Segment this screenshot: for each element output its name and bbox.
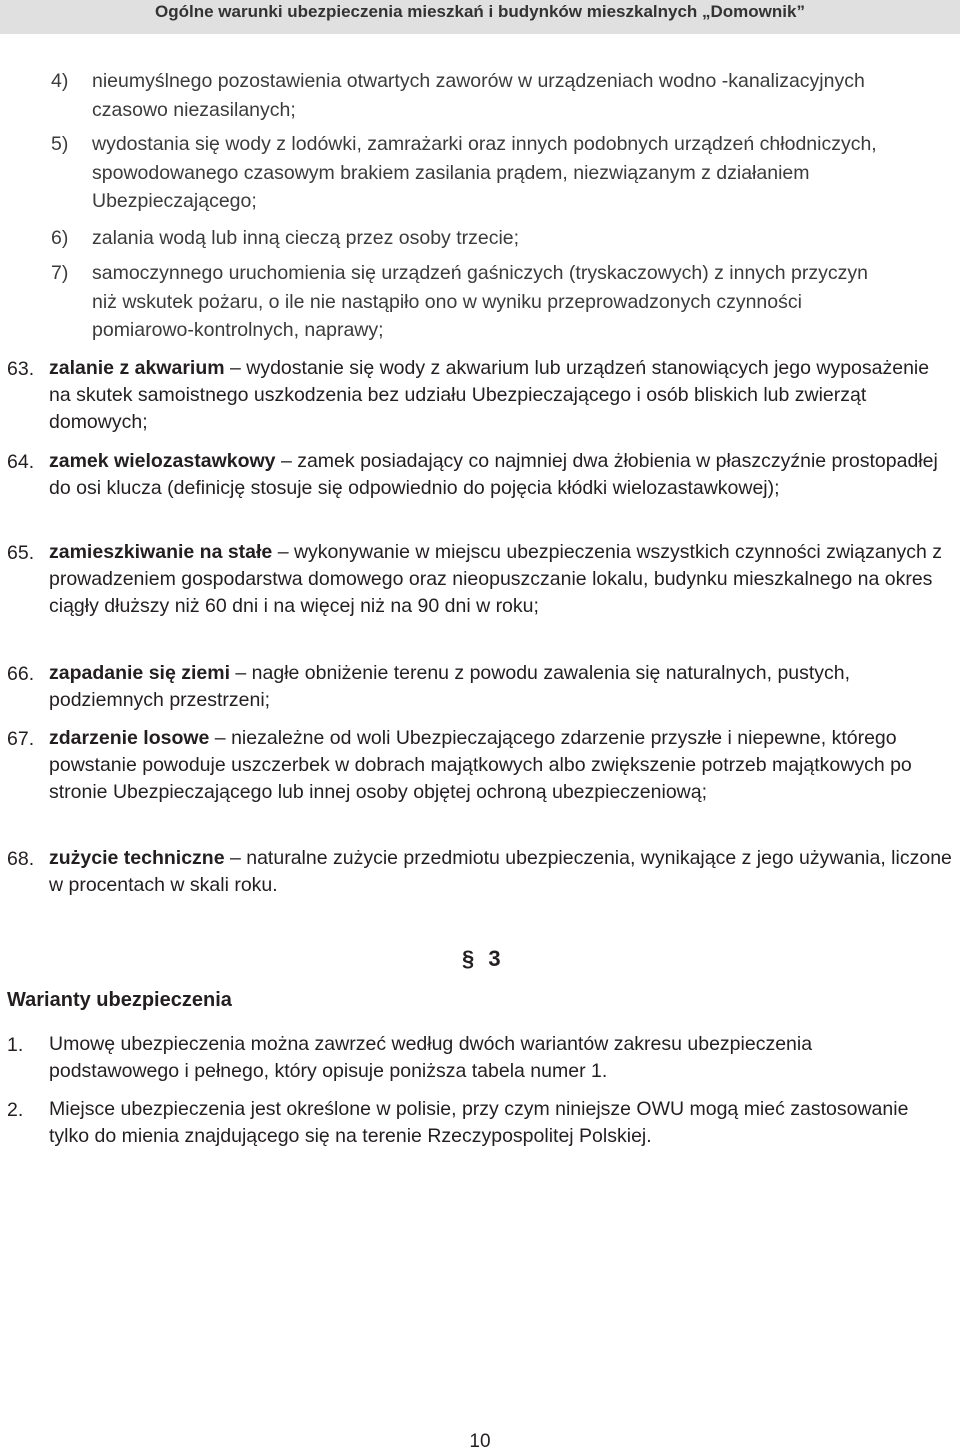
definition-number: 65.	[7, 542, 35, 564]
section-item-number: 2.	[7, 1099, 24, 1121]
definition-term: zużycie techniczne	[49, 847, 225, 869]
definition-body: – wydostanie się wody z akwarium lub urządzeń stanowiących jego wyposażenie na skutek samoistnego uszkodzenia bez udziału Ubezpieczającego i osób bliskich lub zwierząt domowych;	[49, 357, 930, 433]
definition-number: 63.	[7, 358, 35, 380]
page-header	[0, 0, 960, 34]
item-text: samoczynnego uruchomienia się urządzeń gaśniczych (tryskaczowych) z innych przyczyn niż wskutek pożaru, o ile nie nastąpiło ono w wyniku przeprowadzonych czynności pomiarowo-kontrolnych, naprawy;	[92, 262, 868, 341]
section-item-number: 1.	[7, 1034, 24, 1056]
section-item-text: Umowę ubezpieczenia można zawrzeć według dwóch wariantów zakresu ubezpieczenia podstawowego i pełnego, który opisuje poniższa tabela numer 1.	[49, 1033, 813, 1082]
definition-number: 64.	[7, 451, 35, 473]
definition-term: zamek wielozastawkowy	[49, 450, 276, 472]
definition-body: – nagłe obniżenie terenu z powodu zawalenia się naturalnych, pustych, podziemnych przestrzeni;	[49, 662, 851, 711]
section-item-text: Miejsce ubezpieczenia jest określone w polisie, przy czym niniejsze OWU mogą mieć zastosowanie tylko do mienia znajdującego się na terenie Rzeczypospolitej Polskiej.	[49, 1098, 909, 1147]
item-number: 5)	[51, 133, 69, 155]
definition-term: zapadanie się ziemi	[49, 662, 230, 684]
definition-text	[49, 845, 954, 899]
section-title: Warianty ubezpieczenia	[7, 989, 232, 1011]
definition-body: – niezależne od woli Ubezpieczającego zdarzenie przyszłe i niepewne, którego powstanie powoduje uszczerbek w dobrach majątkowych albo zwiększenie potrzeb majątkowych po stronie Ubezpieczającego lub innej osoby objętej ochroną ubezpieczeniową;	[49, 727, 912, 803]
definition-body: – wykonywanie w miejscu ubezpieczenia wszystkich czynności związanych z prowadzeniem gospodarstwa domowego oraz nieopuszczanie lokalu, budynku mieszkalnego na okres ciągły dłuższy niż 60 dni i na więcej niż na 90 dni w roku;	[49, 541, 943, 617]
definition-number: 66.	[7, 663, 35, 685]
definition-body: – zamek posiadający co najmniej dwa żłobienia w płaszczyźnie prostopadłej do osi klucza (definicję stosuje się odpowiednio do pojęcia kłódki wielozastawkowej);	[49, 450, 938, 499]
definition-term: zdarzenie losowe	[49, 727, 210, 749]
definition-text	[49, 725, 954, 806]
item-text: zalania wodą lub inną cieczą przez osoby trzecie;	[92, 227, 520, 249]
definition-number: 67.	[7, 728, 35, 750]
header-title: Ogólne warunki ubezpieczenia mieszkań i budynków mieszkalnych „Domownik”	[155, 2, 805, 21]
page-number: 10	[469, 1431, 491, 1452]
item-text: wydostania się wody z lodówki, zamrażarki oraz innych podobnych urządzeń chłodniczych, spowodowanego czasowym brakiem zasilania prądem, niezwiązanym z działaniem Ubezpieczającego;	[92, 133, 877, 212]
section-sign: § 3	[462, 946, 505, 971]
definition-text	[49, 660, 954, 714]
definition-term: zalanie z akwarium	[49, 357, 225, 379]
definition-text	[49, 539, 954, 620]
item-number: 4)	[51, 70, 69, 92]
definition-text	[49, 448, 954, 502]
definition-term: zamieszkiwanie na stałe	[49, 541, 273, 563]
item-text: nieumyślnego pozostawienia otwartych zaworów w urządzeniach wodno -kanalizacyjnych czasowo niezasilanych;	[92, 70, 865, 121]
definition-number: 68.	[7, 848, 35, 870]
definition-body: – naturalne zużycie przedmiotu ubezpieczenia, wynikające z jego używania, liczone w procentach w skali roku.	[49, 847, 952, 896]
item-number: 7)	[51, 262, 69, 284]
item-number: 6)	[51, 227, 69, 249]
definition-text	[49, 355, 954, 436]
